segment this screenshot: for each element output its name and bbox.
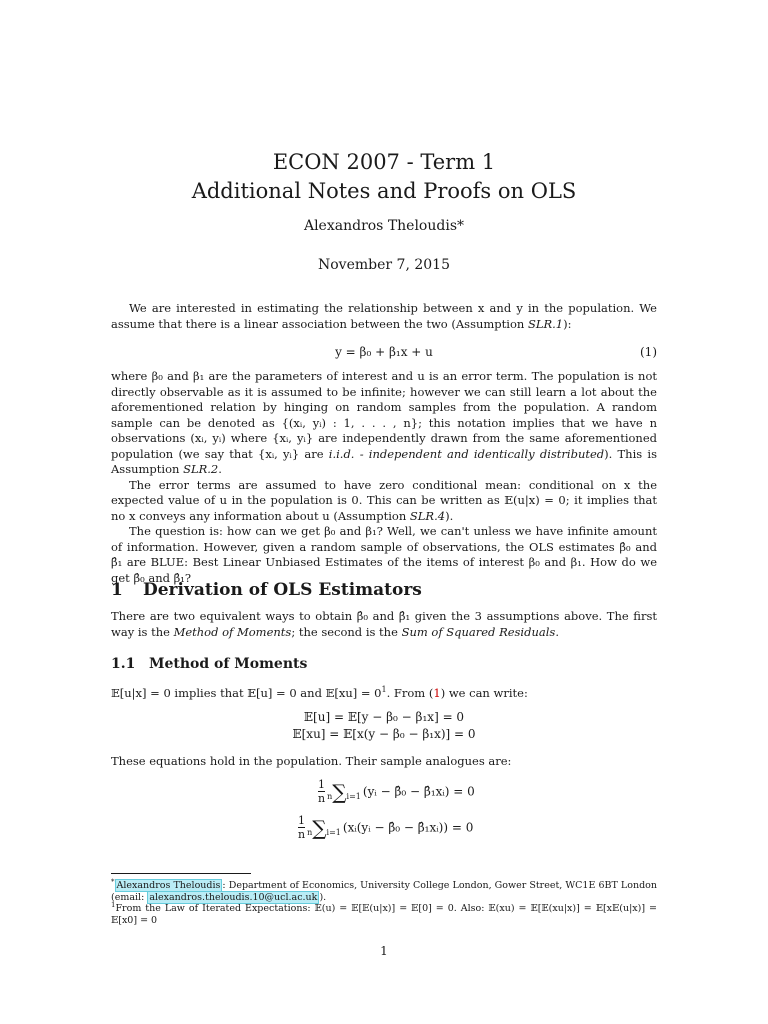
page-number: 1 (380, 944, 388, 958)
title-line-1: ECON 2007 - Term 1 (272, 150, 496, 174)
intro-paragraph-4: The question is: how can we get β₀ and β₁? Well, we can't unless we have infinite amount of information. However, given a random sample of observations, the OLS estimates β̂₀ and β̂₁ are BLUE: Best Linear Unbiased Estimates of the items of interest β₀ and β₁. How do we get β̂₀ and β̂₁? (111, 524, 657, 585)
equation-1-body: y = β₀ + β₁x + u (335, 345, 433, 359)
intro-p1-end: ): (563, 316, 572, 331)
sample-moment-2-body: (xᵢ(yᵢ − β̂₀ − β̂₁xᵢ)) = 0 (342, 820, 474, 835)
fraction-denominator: n (318, 792, 326, 805)
summation-symbol (307, 815, 341, 840)
equation-1 (111, 345, 657, 359)
sum-upper-limit: n (307, 827, 313, 837)
subsection-1-1-title: Method of Moments (149, 656, 308, 672)
footnote-separator (111, 873, 251, 874)
footnote-author-end: ). (319, 892, 327, 904)
subsection-1-1-number: 1.1 (111, 656, 136, 672)
intro-p3-text: The error terms are assumed to have zero conditional mean: conditional on x the expected value of u in the population is 0. This can be written as 𝔼(u|x) = 0; it implies that no x conveys any information about u (Assumption (111, 477, 657, 523)
mom-intro-line (111, 682, 657, 701)
author-homepage-link[interactable]: Alexandros Theloudis (116, 880, 221, 892)
author-email-link[interactable]: alexandros.theloudis.10@ucl.ac.uk (149, 892, 318, 904)
summation-symbol (327, 779, 361, 804)
section-1-text-mid: ; the second is the (291, 624, 402, 639)
intro-p1-text: We are interested in estimating the relationship between x and y in the population. We assume that there is a linear association between the two (Assumption (111, 301, 657, 331)
footnote-1 (111, 899, 657, 927)
mom-line-text: 𝔼[u|x] = 0 implies that 𝔼[u] = 0 and 𝔼[xu] = 0 (111, 685, 382, 700)
one-over-n-fraction (298, 814, 305, 841)
paper-title (0, 148, 768, 206)
footnote-1-mark: 1 (111, 901, 116, 909)
intro-p2-text: where β₀ and β₁ are the parameters of interest and u is an error term. The population is not directly observable as it is assumed to be infinite; however we can still learn a lot about the aforementioned relation by hinging on random samples from the population. A random sample can be denoted as {(xᵢ, yᵢ) : 1, . . . , n}; this notation implies that we have n observations (xᵢ, yᵢ) where {xᵢ, yᵢ} are independently drawn from the same aforementioned population (we say that {xᵢ, yᵢ} are (111, 369, 657, 461)
sigma-glyph: ∑ (332, 779, 347, 804)
intro-p3-end: ). (445, 508, 454, 523)
footnote-star-mark: * (111, 878, 115, 886)
section-1-paragraph (111, 609, 657, 640)
mom-line-end: ) we can write: (440, 685, 528, 700)
equation-1-number: (1) (640, 345, 657, 359)
footnote-author-text: : Department of Economics, University College London, Gower Street, WC1E 6BT London (email: (111, 880, 657, 904)
sigma-glyph: ∑ (312, 815, 327, 840)
method-of-moments-term: Method of Moments (173, 624, 292, 639)
assumption-slr2: SLR.2 (183, 462, 219, 476)
sample-moment-eq-2 (298, 814, 473, 841)
sample-moment-eq-1 (318, 778, 475, 805)
date: November 7, 2015 (318, 257, 450, 273)
author: Alexandros Theloudis* (303, 218, 465, 234)
fraction-denominator: n (298, 828, 306, 841)
assumption-slr4: SLR.4 (409, 508, 446, 523)
footnote-ref-1[interactable]: 1 (381, 685, 387, 694)
sample-analogue-text (111, 754, 657, 770)
intro-p2-end: . (218, 462, 222, 476)
intro-paragraph-1 (111, 301, 657, 332)
sum-lower-limit: i=1 (326, 827, 341, 837)
population-moment-eq-2: 𝔼[xu] = 𝔼[x(y − β₀ − β₁x)] = 0 (292, 727, 476, 741)
intro-paragraph-3 (111, 478, 657, 525)
section-1-title: Derivation of OLS Estimators (143, 580, 422, 600)
fraction-numerator: 1 (318, 778, 326, 791)
fraction-numerator: 1 (298, 814, 306, 827)
assumption-slr1: SLR.1 (527, 316, 564, 331)
population-moment-eq-1: 𝔼[u] = 𝔼[y − β₀ − β₁x] = 0 (303, 710, 465, 724)
section-1-text: There are two equivalent ways to obtain β̂₀ and β̂₁ given the 3 assumptions above. The first way is the (111, 609, 657, 639)
mom-line-mid: . From ( (386, 685, 434, 700)
one-over-n-fraction (318, 778, 325, 805)
sum-squared-residuals-term: Sum of Squared Residuals (401, 624, 556, 639)
subsection-1-1-heading (111, 656, 307, 672)
title-line-2: Additional Notes and Proofs on OLS (191, 179, 577, 203)
iid-term: i.i.d. - independent and identically distributed (328, 446, 605, 461)
sum-lower-limit: i=1 (346, 791, 361, 801)
sample-analogue-line: These equations hold in the population. Their sample analogues are: (111, 754, 512, 768)
intro-paragraph-2 (111, 369, 657, 478)
intro-paragraphs (111, 369, 657, 586)
sum-upper-limit: n (327, 791, 333, 801)
section-1-number: 1 (111, 580, 123, 600)
sample-moment-1-body: (yᵢ − β̂₀ − β̂₁xᵢ) = 0 (362, 784, 475, 799)
equation-ref-link[interactable]: 1 (433, 685, 441, 700)
footnote-1-text: From the Law of Iterated Expectations: 𝔼(u) = 𝔼[𝔼(u|x)] = 𝔼[0] = 0. Also: 𝔼(xu) = 𝔼[𝔼(xu|x)] = 𝔼[x𝔼(u|x)] = 𝔼[x0] = 0 (111, 903, 657, 927)
intro-p2-mid: ). This is Assumption (111, 446, 657, 476)
section-1-text-end: . (555, 624, 559, 639)
section-1-heading (111, 580, 422, 600)
